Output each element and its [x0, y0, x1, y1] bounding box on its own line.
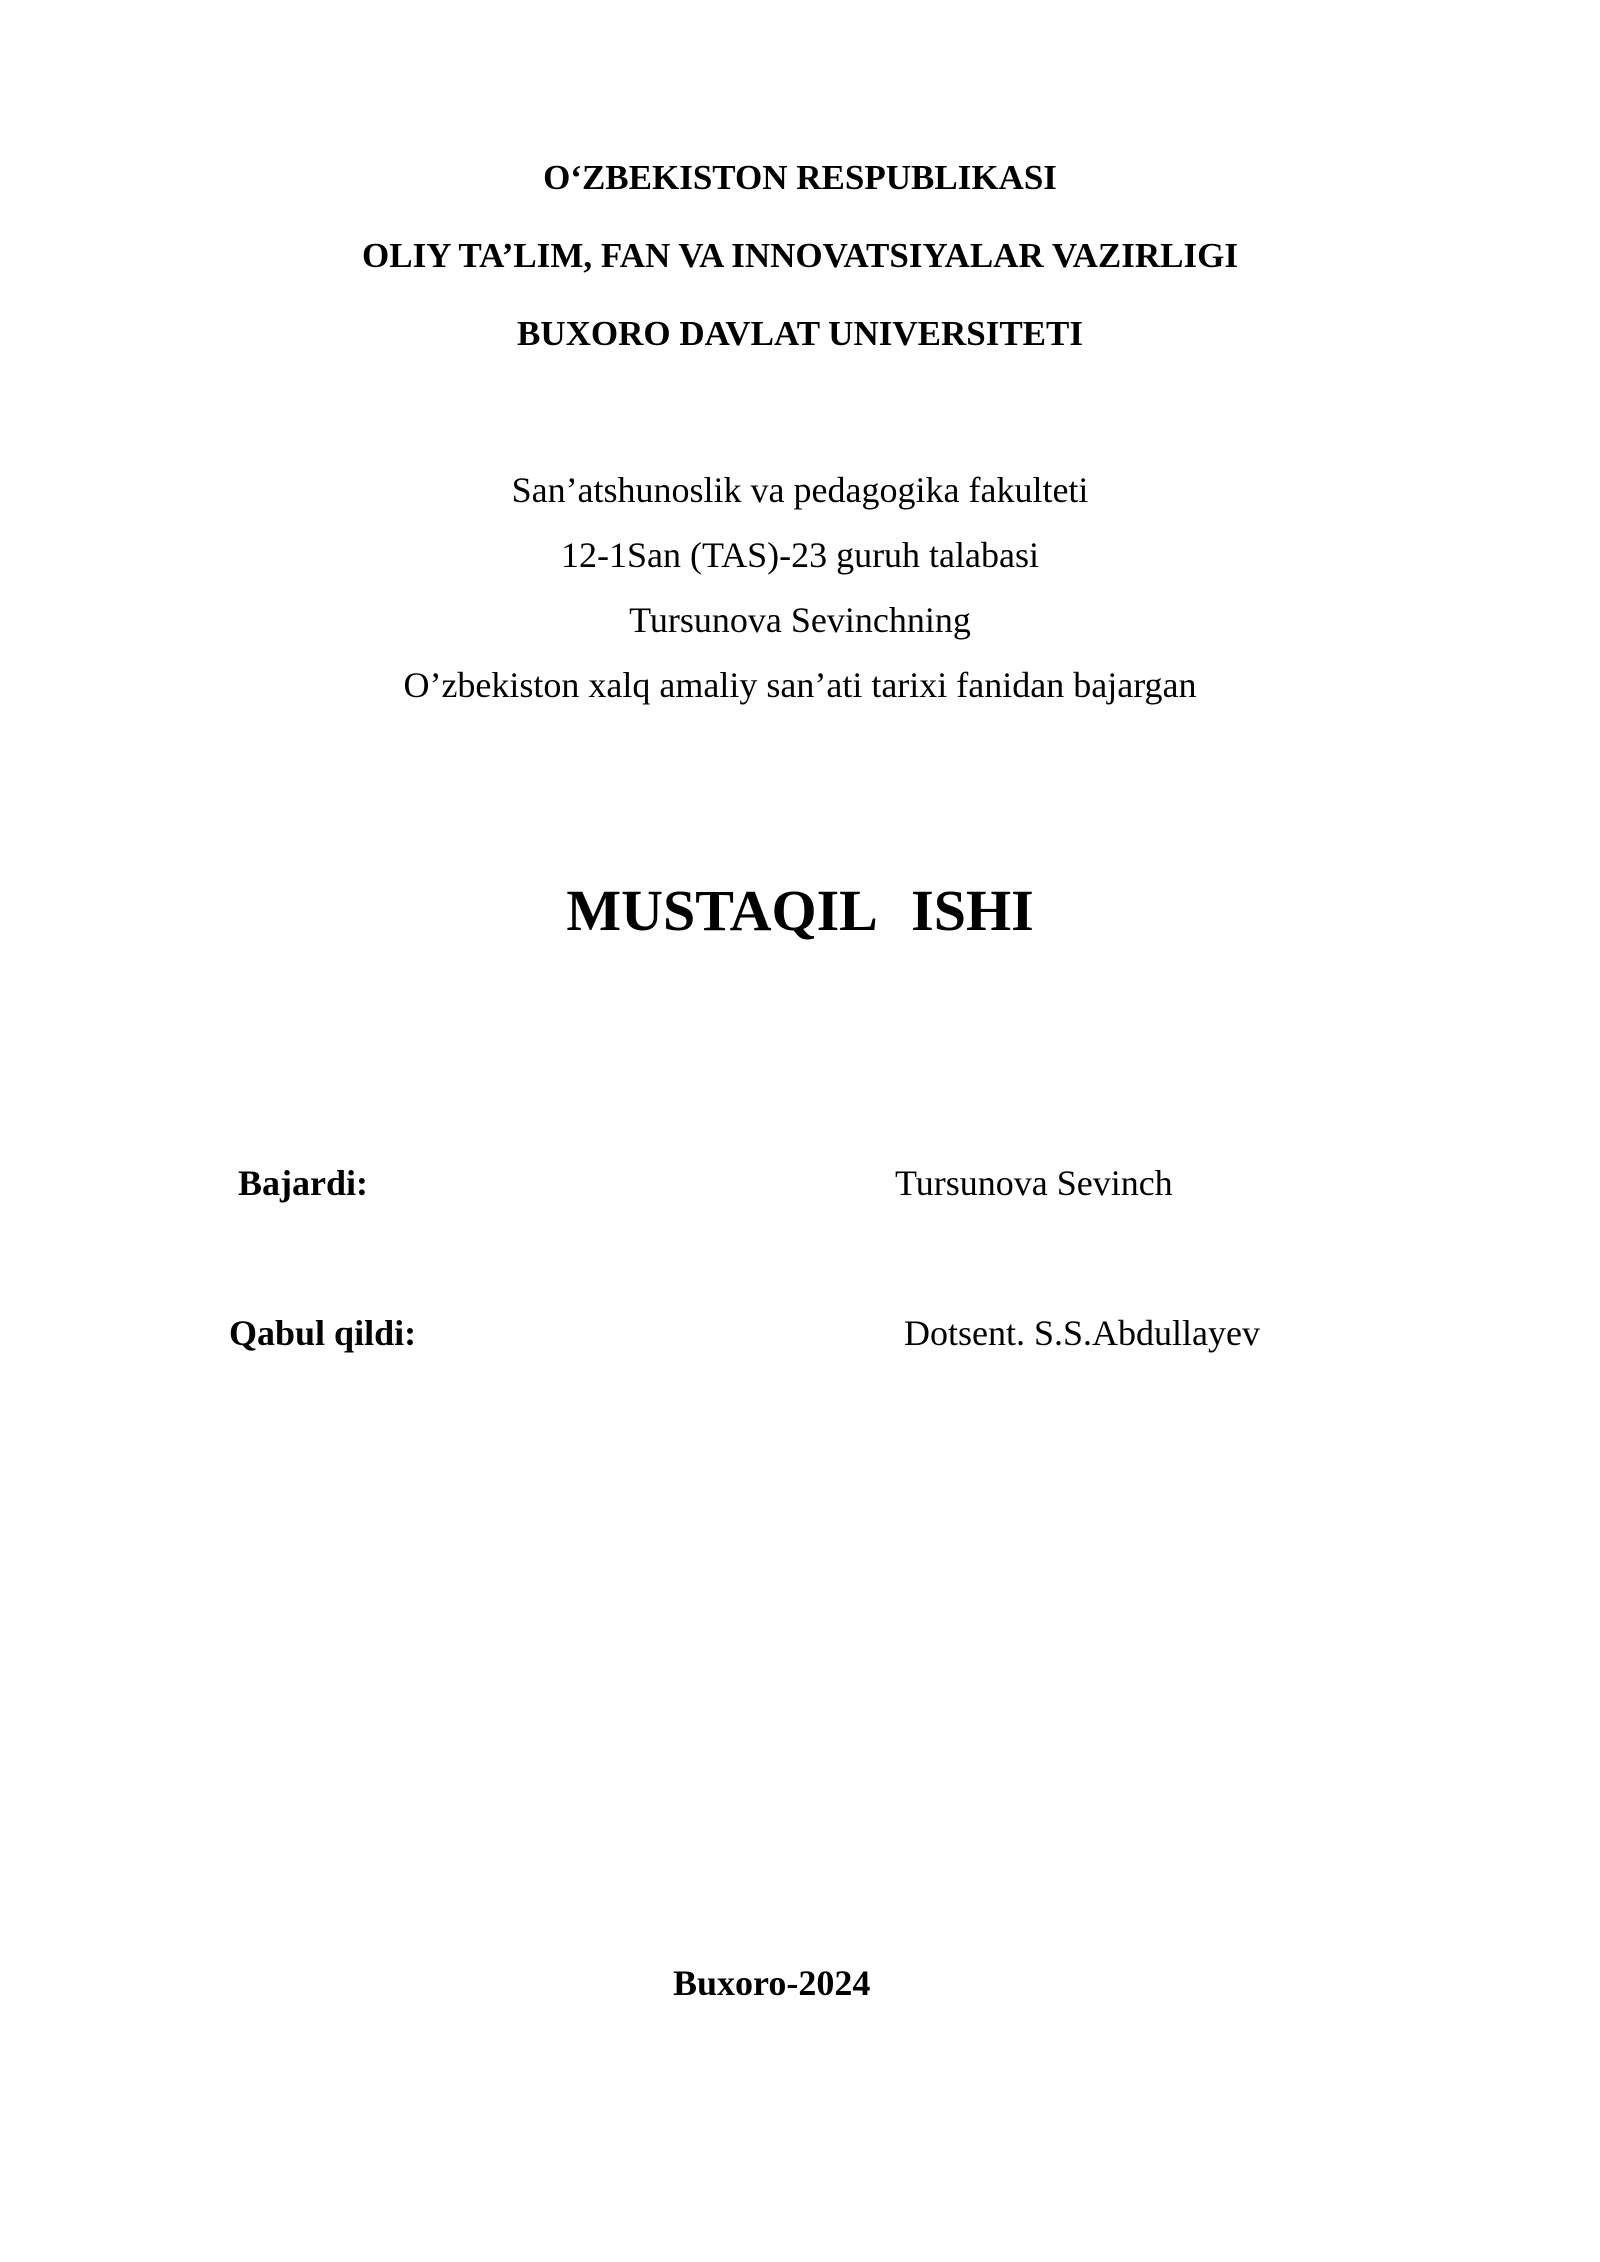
university-heading: BUXORO DAVLAT UNIVERSITETI — [517, 314, 1083, 353]
accepted-label: Qabul qildi: — [229, 1313, 417, 1353]
subject-line: O’zbekiston xalq amaliy san’ati tarixi fanidan bajargan — [403, 665, 1197, 705]
city-year: Buxoro-2024 — [673, 1963, 871, 2003]
ministry-heading: OLIY TA’LIM, FAN VA INNOVATSIYALAR VAZIRLIGI — [362, 236, 1238, 275]
accepted-value: Dotsent. S.S.Abdullayev — [904, 1313, 1260, 1353]
faculty-line: San’atshunoslik va pedagogika fakulteti — [511, 470, 1089, 510]
republic-heading: O‘ZBEKISTON RESPUBLIKASI — [543, 158, 1057, 197]
student-name-line: Tursunova Sevinchning — [629, 600, 971, 640]
performed-label: Bajardi: — [238, 1163, 368, 1203]
performed-value: Tursunova Sevinch — [895, 1163, 1173, 1203]
group-line: 12-1San (TAS)-23 guruh talabasi — [560, 535, 1040, 575]
document-title: MUSTAQIL ISHI — [566, 878, 1034, 943]
